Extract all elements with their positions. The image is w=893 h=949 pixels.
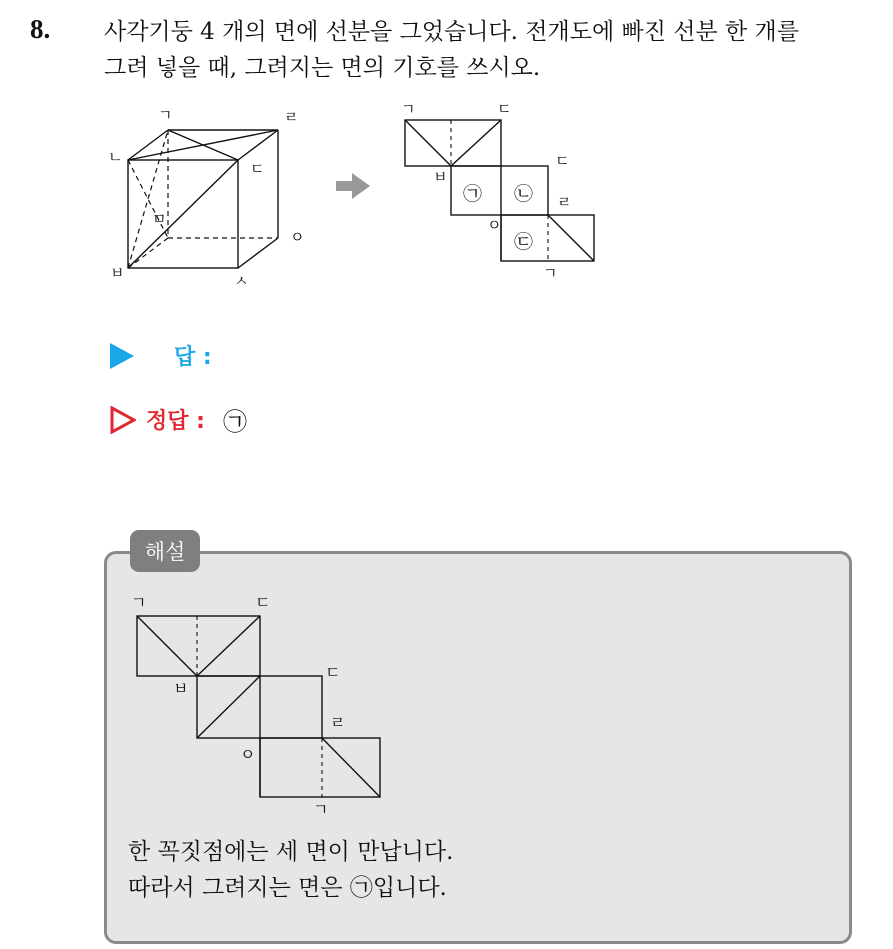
explanation-text <box>128 834 453 906</box>
right-arrow-icon <box>336 173 370 199</box>
cube-label-o: ㅇ <box>290 228 305 246</box>
explanation-line-2: 따라서 그려지는 면은 ㉠입니다. <box>128 875 447 901</box>
net-face-label-3: ㉢ <box>514 231 534 253</box>
cube-edge <box>238 238 278 268</box>
cube-label-b: ㅂ <box>110 264 125 282</box>
net-label-o: ㅇ <box>487 216 502 234</box>
cube-label-n: ㄴ <box>108 148 123 166</box>
exp-net-diagonal <box>197 616 260 676</box>
correct-answer-row <box>110 402 247 437</box>
net-label-g-top: ㄱ <box>401 100 416 118</box>
net-figure <box>395 100 610 285</box>
correct-answer-label: 정답 : <box>146 409 205 434</box>
cube-label-s: ㅅ <box>234 272 249 290</box>
net-label-r: ㄹ <box>557 193 572 211</box>
answer-label: 답 : <box>174 345 212 370</box>
exp-net-square <box>137 616 260 676</box>
net-diagonal <box>405 120 451 166</box>
net-face-label-2: ㉡ <box>514 183 534 205</box>
correct-answer-value: ㉠ <box>222 408 247 436</box>
exp-net-label-d-top: ㄷ <box>255 593 271 612</box>
cube-label-d: ㄷ <box>250 160 265 178</box>
exp-net-label-r: ㄹ <box>330 713 346 732</box>
cube-label-g: ㄱ <box>158 106 173 124</box>
cube-label-r: ㄹ <box>284 108 299 126</box>
exp-net-diagonal <box>137 616 197 676</box>
answer-row <box>110 340 212 371</box>
exp-net-label-b: ㅂ <box>173 679 189 698</box>
question-text <box>104 14 884 86</box>
cube-diagonal <box>128 160 238 268</box>
filled-triangle-icon <box>110 343 134 369</box>
net-diagonal <box>548 215 594 261</box>
net-label-d-mid: ㄷ <box>555 152 570 170</box>
net-diagonal <box>451 120 501 166</box>
explanation-tab: 해설 <box>130 530 200 572</box>
question-line-2: 그려 넣을 때, 그려지는 면의 기호를 쓰시오. <box>104 55 541 81</box>
exp-net-label-d-mid: ㄷ <box>325 663 341 682</box>
net-label-d-top: ㄷ <box>497 100 512 118</box>
question-line-1: 사각기둥 4 개의 면에 선분을 그었습니다. 전개도에 빠진 선분 한 개를 <box>104 19 799 45</box>
cube-hidden-edge <box>128 238 168 268</box>
explanation-line-1: 한 꼭짓점에는 세 면이 만납니다. <box>128 839 454 865</box>
cube-figure <box>100 100 320 290</box>
exp-net-label-o: ㅇ <box>240 745 256 764</box>
exp-net-label-g-bottom: ㄱ <box>313 800 329 819</box>
exp-net-square <box>260 738 380 797</box>
exp-net-diagonal-added <box>197 676 260 738</box>
cube-diagonal <box>168 130 238 160</box>
net-square <box>405 120 501 166</box>
explanation-net-figure <box>125 590 395 825</box>
outline-triangle-icon <box>110 406 136 434</box>
net-label-g-bottom: ㄱ <box>543 264 558 282</box>
exp-net-diagonal <box>322 738 380 797</box>
net-face-label-1: ㉠ <box>463 183 483 205</box>
cube-label-m: ㅁ <box>152 210 167 228</box>
exp-net-label-g-top: ㄱ <box>131 593 147 612</box>
question-number: 8. <box>30 14 51 44</box>
net-label-b: ㅂ <box>433 168 448 186</box>
cube-hidden-diagonal <box>128 130 168 268</box>
